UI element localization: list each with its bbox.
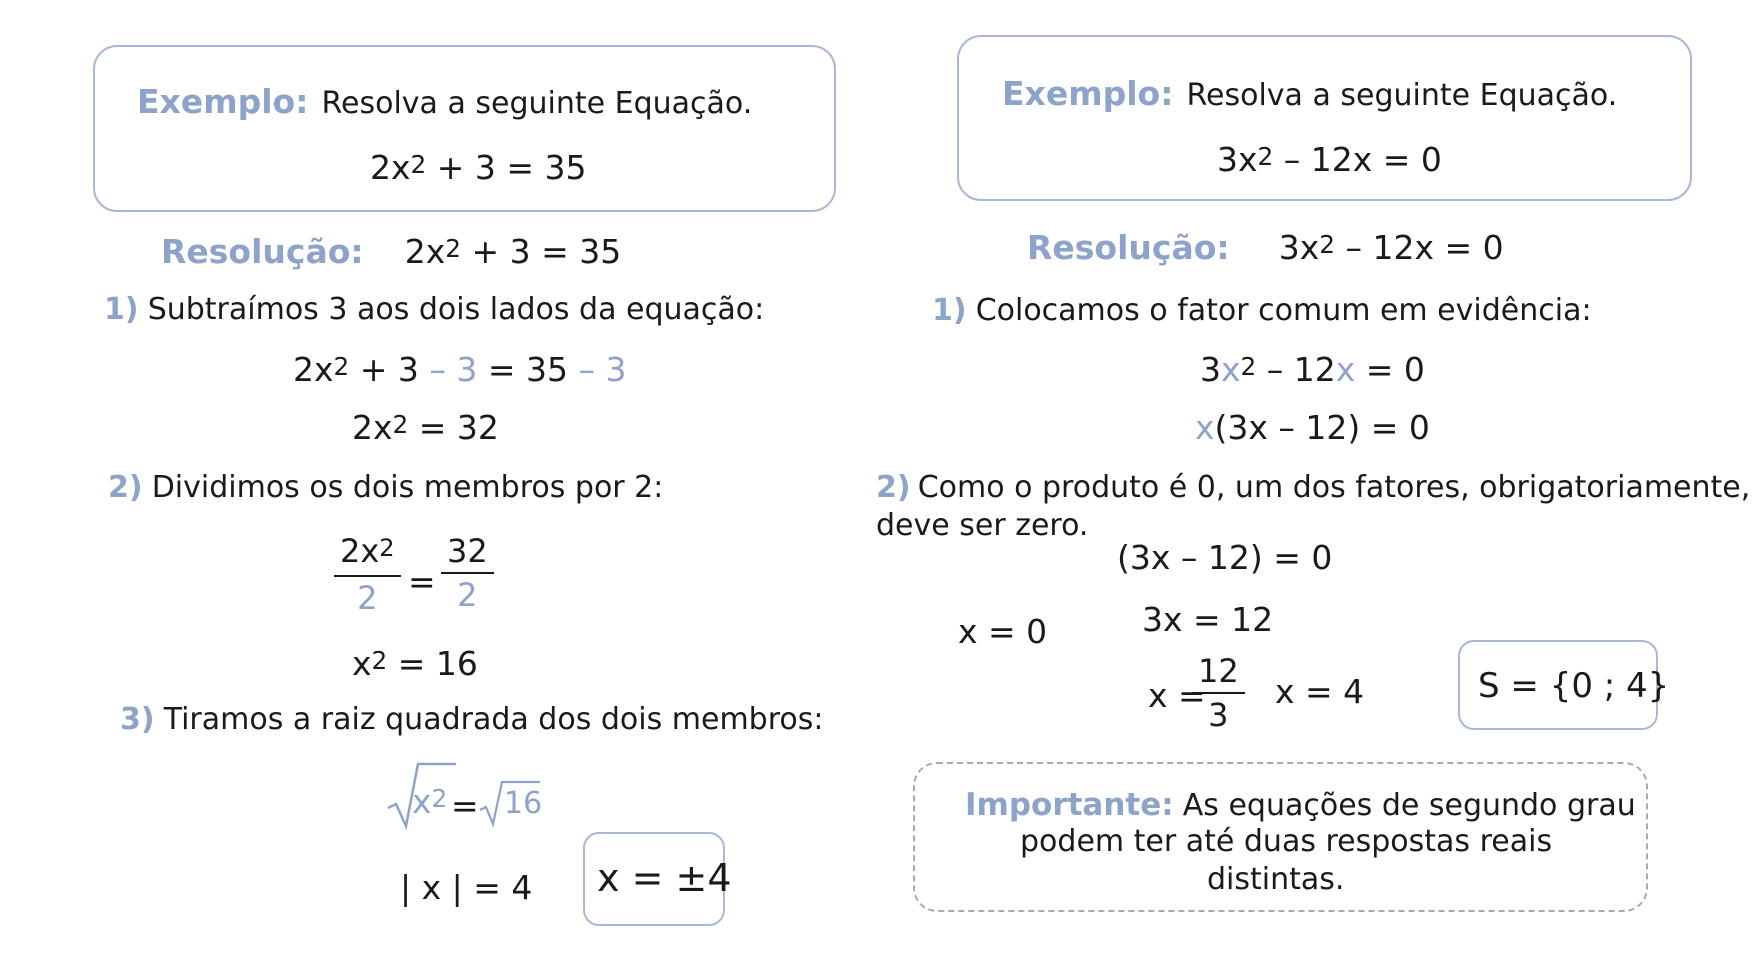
right-resolucao-label: Resolução: <box>1027 228 1230 267</box>
important-label: Importante: <box>965 787 1174 823</box>
important-text-3: distintas. <box>1207 862 1345 897</box>
right-step2-number: 2) <box>876 470 911 505</box>
right-step2-text-2: deve ser zero. <box>876 508 1089 543</box>
left-step2 <box>108 470 663 505</box>
left-step1-line2: $2x^2 = 32$ <box>352 408 499 447</box>
left-fraction-1: $\frac{2x^2}{2}$ <box>334 530 401 619</box>
important-text-1: As equações de segundo grau <box>1182 788 1636 823</box>
important-line-1 <box>965 787 1636 823</box>
right-step1 <box>932 293 1592 328</box>
right-step2-eq1: (3x – 12) = 0 <box>1117 538 1333 577</box>
sqrt-left-content: $x^2$ <box>412 782 448 821</box>
left-step3 <box>120 702 823 737</box>
right-solution: S = {0 ; 4} <box>1478 666 1670 706</box>
left-step1-line1: $2x^2 + 3 - 3 = 35 - 3$ <box>293 350 627 389</box>
right-step1-number: 1) <box>932 293 967 328</box>
left-example-label: Exemplo: <box>137 82 309 121</box>
left-resolution-equation: $2x^2 + 3 = 35$ <box>404 232 622 271</box>
right-step2 <box>876 470 1750 505</box>
left-step1-number: 1) <box>104 292 139 327</box>
left-step2-number: 2) <box>108 470 143 505</box>
left-example-heading <box>137 82 752 121</box>
right-step1-line2: x(3x – 12) = 0 <box>1195 408 1430 447</box>
right-resolution-line <box>1027 228 1504 267</box>
left-step1 <box>104 292 764 327</box>
right-example-text: Resolva a seguinte Equação. <box>1186 78 1618 113</box>
left-step3-text: Tiramos a raiz quadrada dos dois membros: <box>163 702 824 737</box>
left-step3-number: 3) <box>120 702 155 737</box>
right-step1-text: Colocamos o fator comum em evidência: <box>975 293 1592 328</box>
left-resolucao-label: Resolução: <box>161 232 364 271</box>
left-fraction-equals: = <box>408 562 436 601</box>
sqrt-right-content: 16 <box>504 786 543 821</box>
left-absolute-equation: | x | = 4 <box>400 868 533 907</box>
right-frac-prefix: x = <box>1148 676 1206 715</box>
right-step2-eq2: 3x = 12 <box>1142 600 1274 639</box>
right-example-heading <box>1002 74 1617 113</box>
left-example-text: Resolva a seguinte Equação. <box>321 86 753 121</box>
left-step1-text: Subtraímos 3 aos dois lados da equação: <box>147 292 765 327</box>
right-resolution-equation: $3x^2 - 12x = 0$ <box>1278 228 1504 267</box>
right-step2-text-1: Como o produto é 0, um dos fatores, obrigatoriamente, <box>917 470 1751 505</box>
important-text-2: podem ter até duas respostas reais <box>1020 824 1553 859</box>
left-example-equation: $2x^2 + 3 = 35$ <box>370 148 587 187</box>
right-step2-x0: x = 0 <box>958 612 1048 651</box>
left-resolution-line <box>161 232 621 271</box>
right-example-equation: $3x^2 - 12x = 0$ <box>1217 140 1442 179</box>
sqrt-equals: = <box>451 786 479 825</box>
left-step2-result: $x^2 = 16$ <box>352 644 478 683</box>
left-fraction-2: $\frac{32}{2}$ <box>441 530 494 616</box>
right-step1-line1: $3x^2 - 12x = 0$ <box>1200 350 1425 389</box>
right-step2-x4: x = 4 <box>1275 672 1365 711</box>
left-step2-text: Dividimos os dois membros por 2: <box>151 470 664 505</box>
left-answer: x = ±4 <box>597 856 732 900</box>
right-fraction: $\frac{12}{3}$ <box>1192 650 1245 736</box>
right-example-label: Exemplo: <box>1002 74 1174 113</box>
